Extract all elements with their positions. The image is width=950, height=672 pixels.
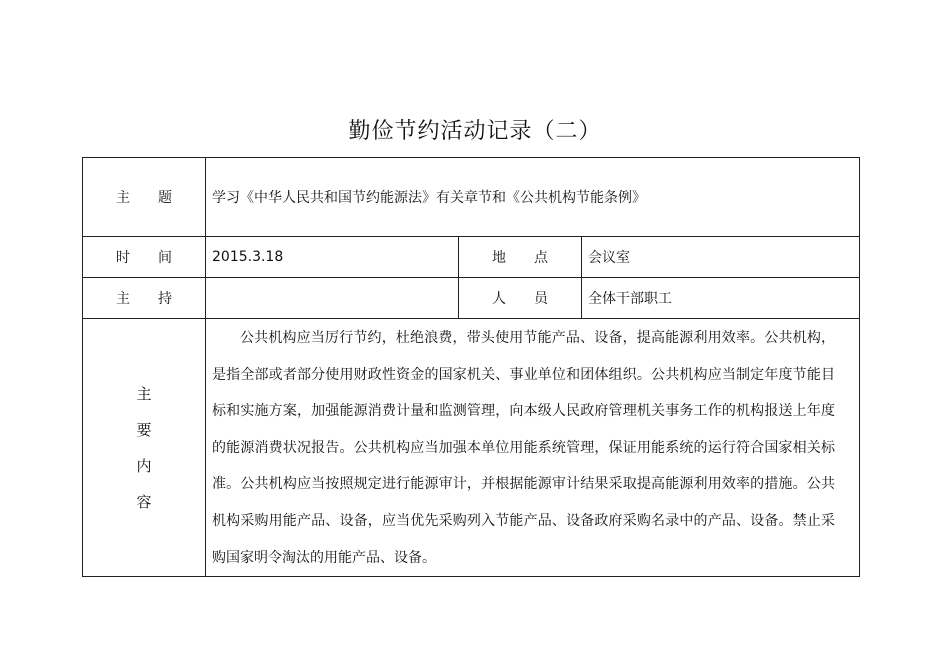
people-label: 人 员 (492, 291, 548, 307)
time-value-cell (206, 237, 459, 278)
topic-row (83, 158, 860, 237)
people-value-cell (582, 278, 860, 319)
content-label-char: 主 (136, 384, 152, 403)
topic-label: 主 题 (116, 190, 172, 206)
topic-value-cell (206, 158, 860, 237)
place-value: 会议室 (588, 250, 630, 266)
place-label-cell (459, 237, 582, 278)
content-label-cell (83, 319, 206, 577)
time-row (83, 237, 860, 278)
content-label-char: 容 (136, 492, 152, 511)
content-text: 公共机构应当厉行节约，杜绝浪费，带头使用节能产品、设备，提高能源利用效率。公共机构，是指全部或者部分使用财政性资金的国家机关、事业单位和团体组织。公共机构应当制定年度节能目标和实施方案，加强能源消费计量和监测管理，向本级人民政府管理机关事务工作的机构报送上年度的能源消费状况报告。公共机构应当加强本单位用能系统管理，保证用能系统的运行符合国家相关标准。公共机构应当按照规定进行能源审计，并根据能源审计结果采取提高能源利用效率的措施。公共机构采购用能产品、设备，应当优先采购列入节能产品、设备政府采购名录中的产品、设备。禁止采购国家明令淘汰的用能产品、设备。 (212, 330, 835, 566)
topic-label-cell (83, 158, 206, 237)
activity-record-table (82, 157, 860, 577)
content-label-char: 要 (136, 420, 152, 439)
host-row (83, 278, 860, 319)
time-label-cell (83, 237, 206, 278)
people-value: 全体干部职工 (588, 291, 672, 307)
place-label: 地 点 (492, 250, 548, 266)
host-value-cell (206, 278, 459, 319)
page-title: 勤俭节约活动记录（二） (348, 119, 602, 144)
content-row (83, 319, 860, 577)
content-label-char: 内 (136, 456, 152, 475)
time-label: 时 间 (116, 250, 172, 266)
topic-value: 学习《中华人民共和国节约能源法》有关章节和《公共机构节能条例》 (212, 190, 646, 206)
content-value-cell (206, 319, 860, 577)
time-value: 2015.3.18 (212, 249, 284, 265)
host-label: 主 持 (116, 291, 172, 307)
host-label-cell (83, 278, 206, 319)
place-value-cell (582, 237, 860, 278)
people-label-cell (459, 278, 582, 319)
